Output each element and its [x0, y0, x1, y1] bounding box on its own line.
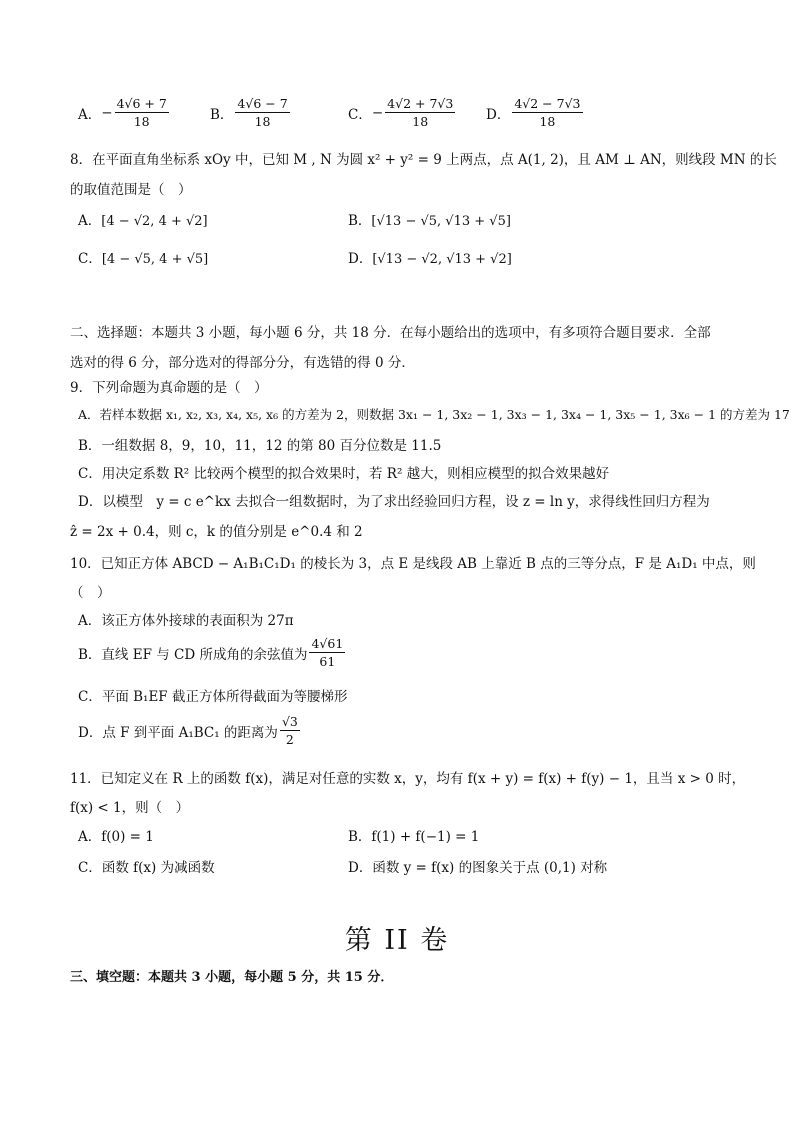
fraction-denominator: 18: [412, 114, 429, 129]
q11-option-a: [78, 825, 154, 845]
fraction-numerator: √3: [281, 714, 298, 729]
fraction-denominator: 61: [319, 654, 336, 669]
fraction: [309, 636, 345, 669]
q11-stem-line1: 11．已知定义在 R 上的函数 f(x)，满足对任意的实数 x，y，均有 f(x + y) = f(x) + f(y) − 1，且当 x > 0 时，: [70, 771, 746, 787]
q8-option-b: [348, 209, 511, 229]
part2-title: 第 II 卷: [344, 925, 450, 956]
fraction: [235, 96, 289, 129]
q10-option-c: C．平面 B₁EF 截正方体所得截面为等腰梯形: [78, 689, 348, 705]
option-label: D．: [348, 251, 373, 267]
q7-option-b: [210, 96, 292, 129]
option-sign: −: [371, 104, 384, 121]
fraction-numerator: 4√2 + 7√3: [387, 96, 454, 111]
q7-option-a: [78, 96, 171, 129]
q7-option-d: [486, 96, 585, 129]
section3-instructions: 三、填空题：本题共 3 小题，每小题 5 分，共 15 分．: [70, 970, 394, 985]
fraction: [385, 96, 455, 129]
fraction-numerator: 4√61: [311, 636, 344, 651]
q7-option-c: [348, 96, 457, 129]
q9-option-b: B．一组数据 8，9，10，11，12 的第 80 百分位数是 11.5: [78, 438, 442, 454]
option-label: D．: [348, 860, 373, 876]
option-label: A．: [78, 213, 102, 229]
option-label: B．: [348, 213, 372, 229]
option-text: [√13 − √2, √13 + √2]: [372, 252, 512, 267]
fraction: [512, 96, 582, 129]
section2-instructions-line1: 二、选择题：本题共 3 小题，每小题 6 分，共 18 分．在每小题给出的选项中，有多项符合题目要求．全部: [70, 325, 711, 341]
q10-option-d: [78, 714, 302, 747]
option-label: A．: [78, 829, 102, 845]
option-text: [√13 − √5, √13 + √5]: [371, 214, 511, 229]
fraction-denominator: 2: [285, 732, 294, 747]
option-label: A．: [78, 106, 102, 123]
q11-option-b: [348, 825, 479, 845]
option-text: [4 − √5, 4 + √5]: [101, 252, 209, 267]
option-text: 函数 f(x) 为减函数: [101, 860, 215, 876]
q10-option-b: [78, 636, 347, 669]
fraction-denominator: 18: [133, 114, 150, 129]
q11-option-c: [78, 856, 215, 876]
q10-option-a: A．该正方体外接球的表面积为 27π: [78, 613, 294, 629]
q10-stem-line2: （ ）: [70, 585, 111, 601]
option-label: B．: [210, 106, 234, 123]
q11-stem-line2: f(x) < 1，则（ ）: [70, 800, 190, 816]
option-text: f(1) + f(−1) = 1: [371, 829, 480, 845]
q9-option-c: C．用决定系数 R² 比较两个模型的拟合效果时，若 R² 越大，则相应模型的拟合效果越好: [78, 466, 610, 482]
fraction: [280, 714, 300, 747]
fraction: [115, 96, 169, 129]
option-sign: −: [101, 104, 113, 121]
option-text: D．点 F 到平面 A₁BC₁ 的距离为: [78, 724, 278, 741]
fraction-numerator: 4√6 − 7: [237, 96, 288, 111]
option-text: f(0) = 1: [101, 829, 154, 845]
option-label: D．: [486, 106, 511, 123]
q9-option-a: A．若样本数据 x₁, x₂, x₃, x₄, x₅, x₆ 的方差为 2，则数据 3x₁ − 1, 3x₂ − 1, 3x₃ − 1, 3x₄ − 1, 3x₅ − 1, 3x₆ − 1 的方差为 17: [78, 407, 790, 422]
q11-option-d: [348, 856, 607, 876]
q9-option-d-line1: D．以模型 y = c e^kx 去拟合一组数据时，为了求出经验回归方程，设 z = ln y，求得线性回归方程为: [78, 494, 710, 510]
q8-stem-line2: 的取值范围是（ ）: [70, 182, 192, 198]
q9-stem: 9．下列命题为真命题的是（ ）: [70, 380, 268, 396]
q7-options: [0, 96, 794, 136]
fraction-numerator: 4√6 + 7: [116, 96, 167, 111]
fraction-denominator: 18: [254, 114, 271, 129]
q8-option-d: [348, 247, 512, 267]
option-label: B．: [348, 829, 372, 845]
q10-stem-line1: 10．已知正方体 ABCD − A₁B₁C₁D₁ 的棱长为 3，点 E 是线段 AB 上靠近 B 点的三等分点，F 是 A₁D₁ 中点，则: [70, 556, 756, 572]
option-text: B．直线 EF 与 CD 所成角的余弦值为: [78, 646, 308, 663]
q8-option-c: [78, 247, 208, 267]
option-label: C．: [78, 251, 102, 267]
q9-option-d-line2: ẑ = 2x + 0.4，则 c，k 的值分别是 e^0.4 和 2: [70, 524, 363, 540]
q8-option-a: [78, 209, 208, 229]
section2-instructions-line2: 选对的得 6 分，部分选对的得部分分，有选错的得 0 分．: [70, 355, 415, 371]
fraction-denominator: 18: [539, 114, 556, 129]
q8-stem-line1: 8．在平面直角坐标系 xOy 中，已知 M , N 为圆 x² + y² = 9 上两点，点 A(1, 2)，且 AM ⊥ AN，则线段 MN 的长: [70, 152, 777, 168]
option-label: C．: [78, 860, 102, 876]
option-text: 函数 y = f(x) 的图象关于点 (0,1) 对称: [372, 860, 608, 876]
option-label: C．: [348, 106, 372, 123]
fraction-numerator: 4√2 − 7√3: [514, 96, 581, 111]
option-text: [4 − √2, 4 + √2]: [101, 214, 208, 229]
